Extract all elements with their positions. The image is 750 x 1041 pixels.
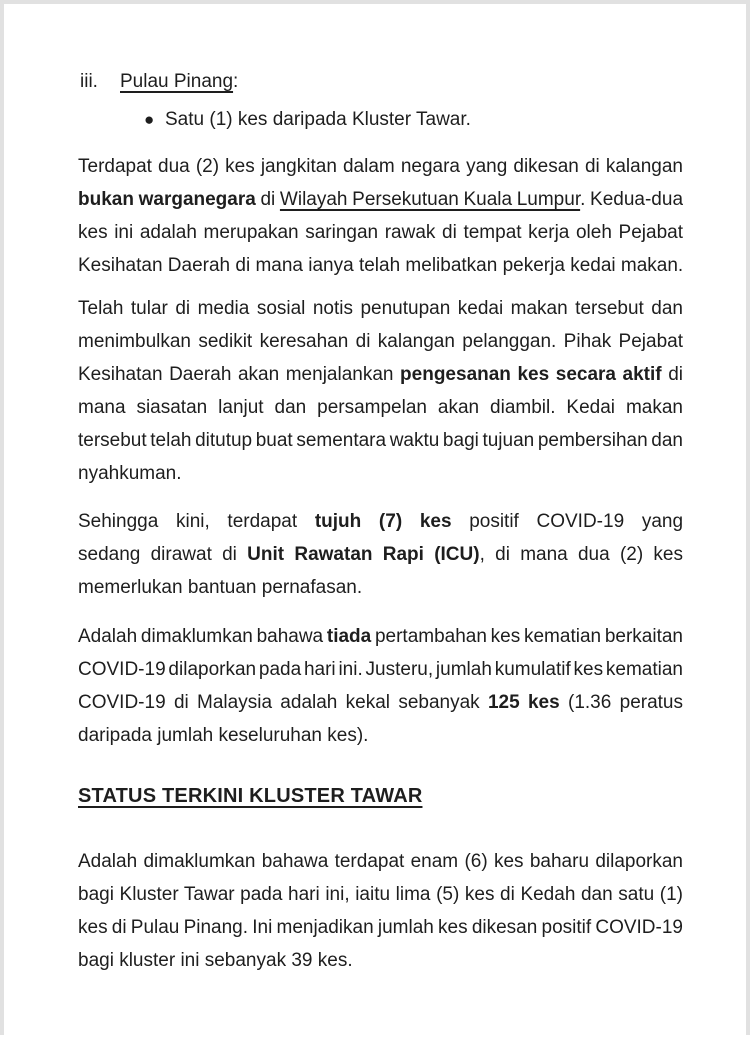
text-line: memerlukan bantuan pernafasan. [78,577,363,598]
bold-run: tujuh (7) kes [314,511,452,532]
text-line: daripada jumlah keseluruhan kes). [78,725,369,746]
text-line: Adalah dimaklumkan bahawa terdapat enam (6) kes baharu dilaporkan [78,851,683,872]
text-line: COVID-19 dilaporkan pada hari ini. Justeru, jumlah kumulatif kes kematian [78,659,683,680]
text-line: bukan warganegara di Wilayah Persekutuan Kuala Lumpur. Kedua-dua [78,189,683,210]
underline-run: Wilayah Persekutuan Kuala Lumpur [279,189,581,210]
text-line: sedang dirawat di Unit Rawatan Rapi (ICU), di mana dua (2) kes [78,544,683,565]
bullet-item [78,103,683,136]
text-line: bagi kluster ini sebanyak 39 kes. [78,950,353,971]
region-name: Pulau Pinang [120,71,234,92]
paragraph-death-toll [78,620,683,752]
text-line: kes di Pulau Pinang. Ini menjadikan jumlah kes dikesan positif COVID-19 [78,917,683,938]
text-line: Kesihatan Daerah akan menjalankan pengesanan kes secara aktif di [78,364,683,385]
paragraph-kluster-tawar-update [78,845,683,977]
paragraph-closure-notice [78,292,683,490]
bullet-icon: ● [144,110,155,129]
text-line: menimbulkan sedikit keresahan di kalangan pelanggan. Pihak Pejabat [78,331,683,352]
bullet-text: Satu (1) kes daripada Kluster Tawar. [165,109,471,130]
paragraph-imported-cases [78,150,683,282]
paragraph-icu-status [78,505,683,604]
section-heading-kluster-tawar: STATUS TERKINI KLUSTER TAWAR [78,785,423,807]
text-line: Sehingga kini, terdapat tujuh (7) kes positif COVID-19 yang [78,511,683,532]
document-page [78,65,683,977]
text-line: Kesihatan Daerah di mana ianya telah melibatkan pekerja kedai makan. [78,255,683,276]
bold-run: bukan warganegara [78,189,256,210]
text-line: Terdapat dua (2) kes jangkitan dalam negara yang dikesan di kalangan [78,156,683,177]
text-line: tersebut telah ditutup buat sementara waktu bagi tujuan pembersihan dan [78,430,683,451]
region-colon: : [233,71,239,92]
bold-run: Unit Rawatan Rapi (ICU) [247,544,480,565]
text-line: bagi Kluster Tawar pada hari ini, iaitu lima (5) kes di Kedah dan satu (1) [78,884,683,905]
bold-run: 125 kes [487,692,560,713]
region-line [120,65,238,98]
text-line: mana siasatan lanjut dan persampelan akan diambil. Kedai makan [78,397,683,418]
text-line: COVID-19 di Malaysia adalah kekal sebanyak 125 kes (1.36 peratus [78,692,683,713]
list-marker: iii. [80,71,98,92]
text-line: Adalah dimaklumkan bahawa tiada pertambahan kes kematian berkaitan [78,626,683,647]
text-line: Telah tular di media sosial notis penutupan kedai makan tersebut dan [78,298,683,319]
bold-run: tiada [326,626,372,647]
text-line: nyahkuman. [78,463,182,484]
list-item-pulau-pinang [78,65,683,98]
text-line: kes ini adalah merupakan saringan rawak di tempat kerja oleh Pejabat [78,222,683,243]
bold-run: pengesanan kes secara aktif [400,364,662,385]
